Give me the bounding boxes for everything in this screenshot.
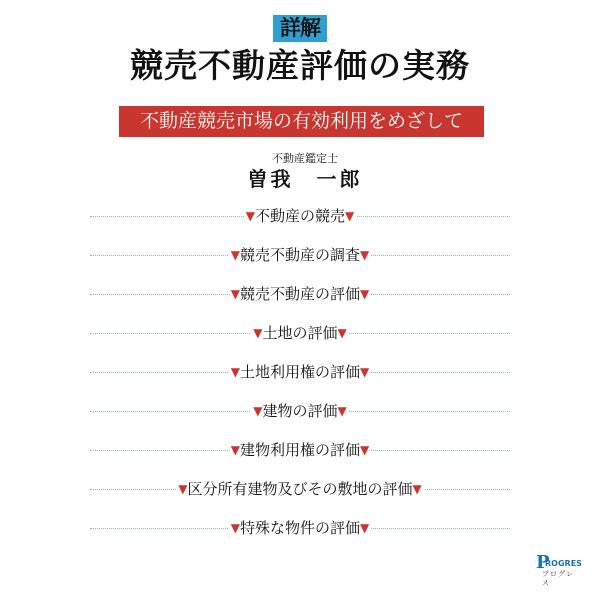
contents-item-label <box>176 476 423 502</box>
contents-item-text: 競売不動産の調査 <box>239 246 360 264</box>
logo-initial: P <box>536 552 550 573</box>
badge-label: 詳解 <box>273 15 327 42</box>
contents-item <box>90 320 510 346</box>
contents-item-label <box>229 359 371 385</box>
contents-item <box>90 281 510 307</box>
triangle-marker-icon: ▼ <box>253 404 263 418</box>
triangle-marker-icon: ▼ <box>230 248 240 262</box>
triangle-marker-icon: ▼ <box>337 326 347 340</box>
contents-item-text: 不動産の競売 <box>254 207 345 225</box>
triangle-marker-icon: ▼ <box>230 365 240 379</box>
contents-item-text: 土地の評価 <box>262 324 338 342</box>
contents-item-label <box>251 320 348 346</box>
triangle-marker-icon: ▼ <box>360 248 370 262</box>
triangle-marker-icon: ▼ <box>230 443 240 457</box>
contents-item-label <box>251 398 348 424</box>
contents-item-label-wrap <box>90 203 510 229</box>
triangle-marker-icon: ▼ <box>360 521 370 535</box>
contents-item <box>90 398 510 424</box>
contents-item <box>90 242 510 268</box>
contents-item <box>90 359 510 385</box>
contents-item <box>90 476 510 502</box>
contents-item-label-wrap <box>90 359 510 385</box>
contents-item-label-wrap <box>90 437 510 463</box>
author-name: 曽我 一郎 <box>247 167 363 191</box>
contents-item-label-wrap <box>90 320 510 346</box>
contents-item <box>90 203 510 229</box>
book-subtitle: 不動産競売市場の有効利用をめざして <box>119 106 484 137</box>
publisher-logo <box>536 552 582 587</box>
contents-item-label <box>229 242 371 268</box>
triangle-marker-icon: ▼ <box>245 209 255 223</box>
triangle-marker-icon: ▼ <box>345 209 355 223</box>
triangle-marker-icon: ▼ <box>230 521 240 535</box>
contents-item-text: 区分所有建物及びその敷地の評価 <box>187 480 413 498</box>
contents-item-text: 建物利用権の評価 <box>239 441 360 459</box>
triangle-marker-icon: ▼ <box>360 443 370 457</box>
contents-item-label-wrap <box>90 515 510 541</box>
contents-item <box>90 437 510 463</box>
logo-wordmark: ROGRES <box>545 559 582 568</box>
contents-item-label-wrap <box>90 281 510 307</box>
contents-item-label <box>244 203 356 229</box>
triangle-marker-icon: ▼ <box>230 287 240 301</box>
contents-item-label <box>229 515 371 541</box>
contents-item-label-wrap <box>90 476 510 502</box>
triangle-marker-icon: ▼ <box>253 326 263 340</box>
triangle-marker-icon: ▼ <box>178 482 188 496</box>
contents-item-text: 特殊な物件の評価 <box>239 519 360 537</box>
contents-item-label-wrap <box>90 398 510 424</box>
book-title: 競売不動産評価の実務 <box>130 46 470 85</box>
author-credential: 不動産鑑定士 <box>272 152 338 165</box>
contents-item-label <box>229 437 371 463</box>
contents-item-label <box>229 281 371 307</box>
contents-item <box>90 515 510 541</box>
logo-kana: プログレス <box>542 570 574 587</box>
triangle-marker-icon: ▼ <box>337 404 347 418</box>
contents-item-text: 競売不動産の評価 <box>239 285 360 303</box>
triangle-marker-icon: ▼ <box>360 365 370 379</box>
contents-item-text: 建物の評価 <box>262 402 338 420</box>
triangle-marker-icon: ▼ <box>412 482 422 496</box>
contents-item-text: 土地利用権の評価 <box>239 363 360 381</box>
triangle-marker-icon: ▼ <box>360 287 370 301</box>
contents-item-label-wrap <box>90 242 510 268</box>
